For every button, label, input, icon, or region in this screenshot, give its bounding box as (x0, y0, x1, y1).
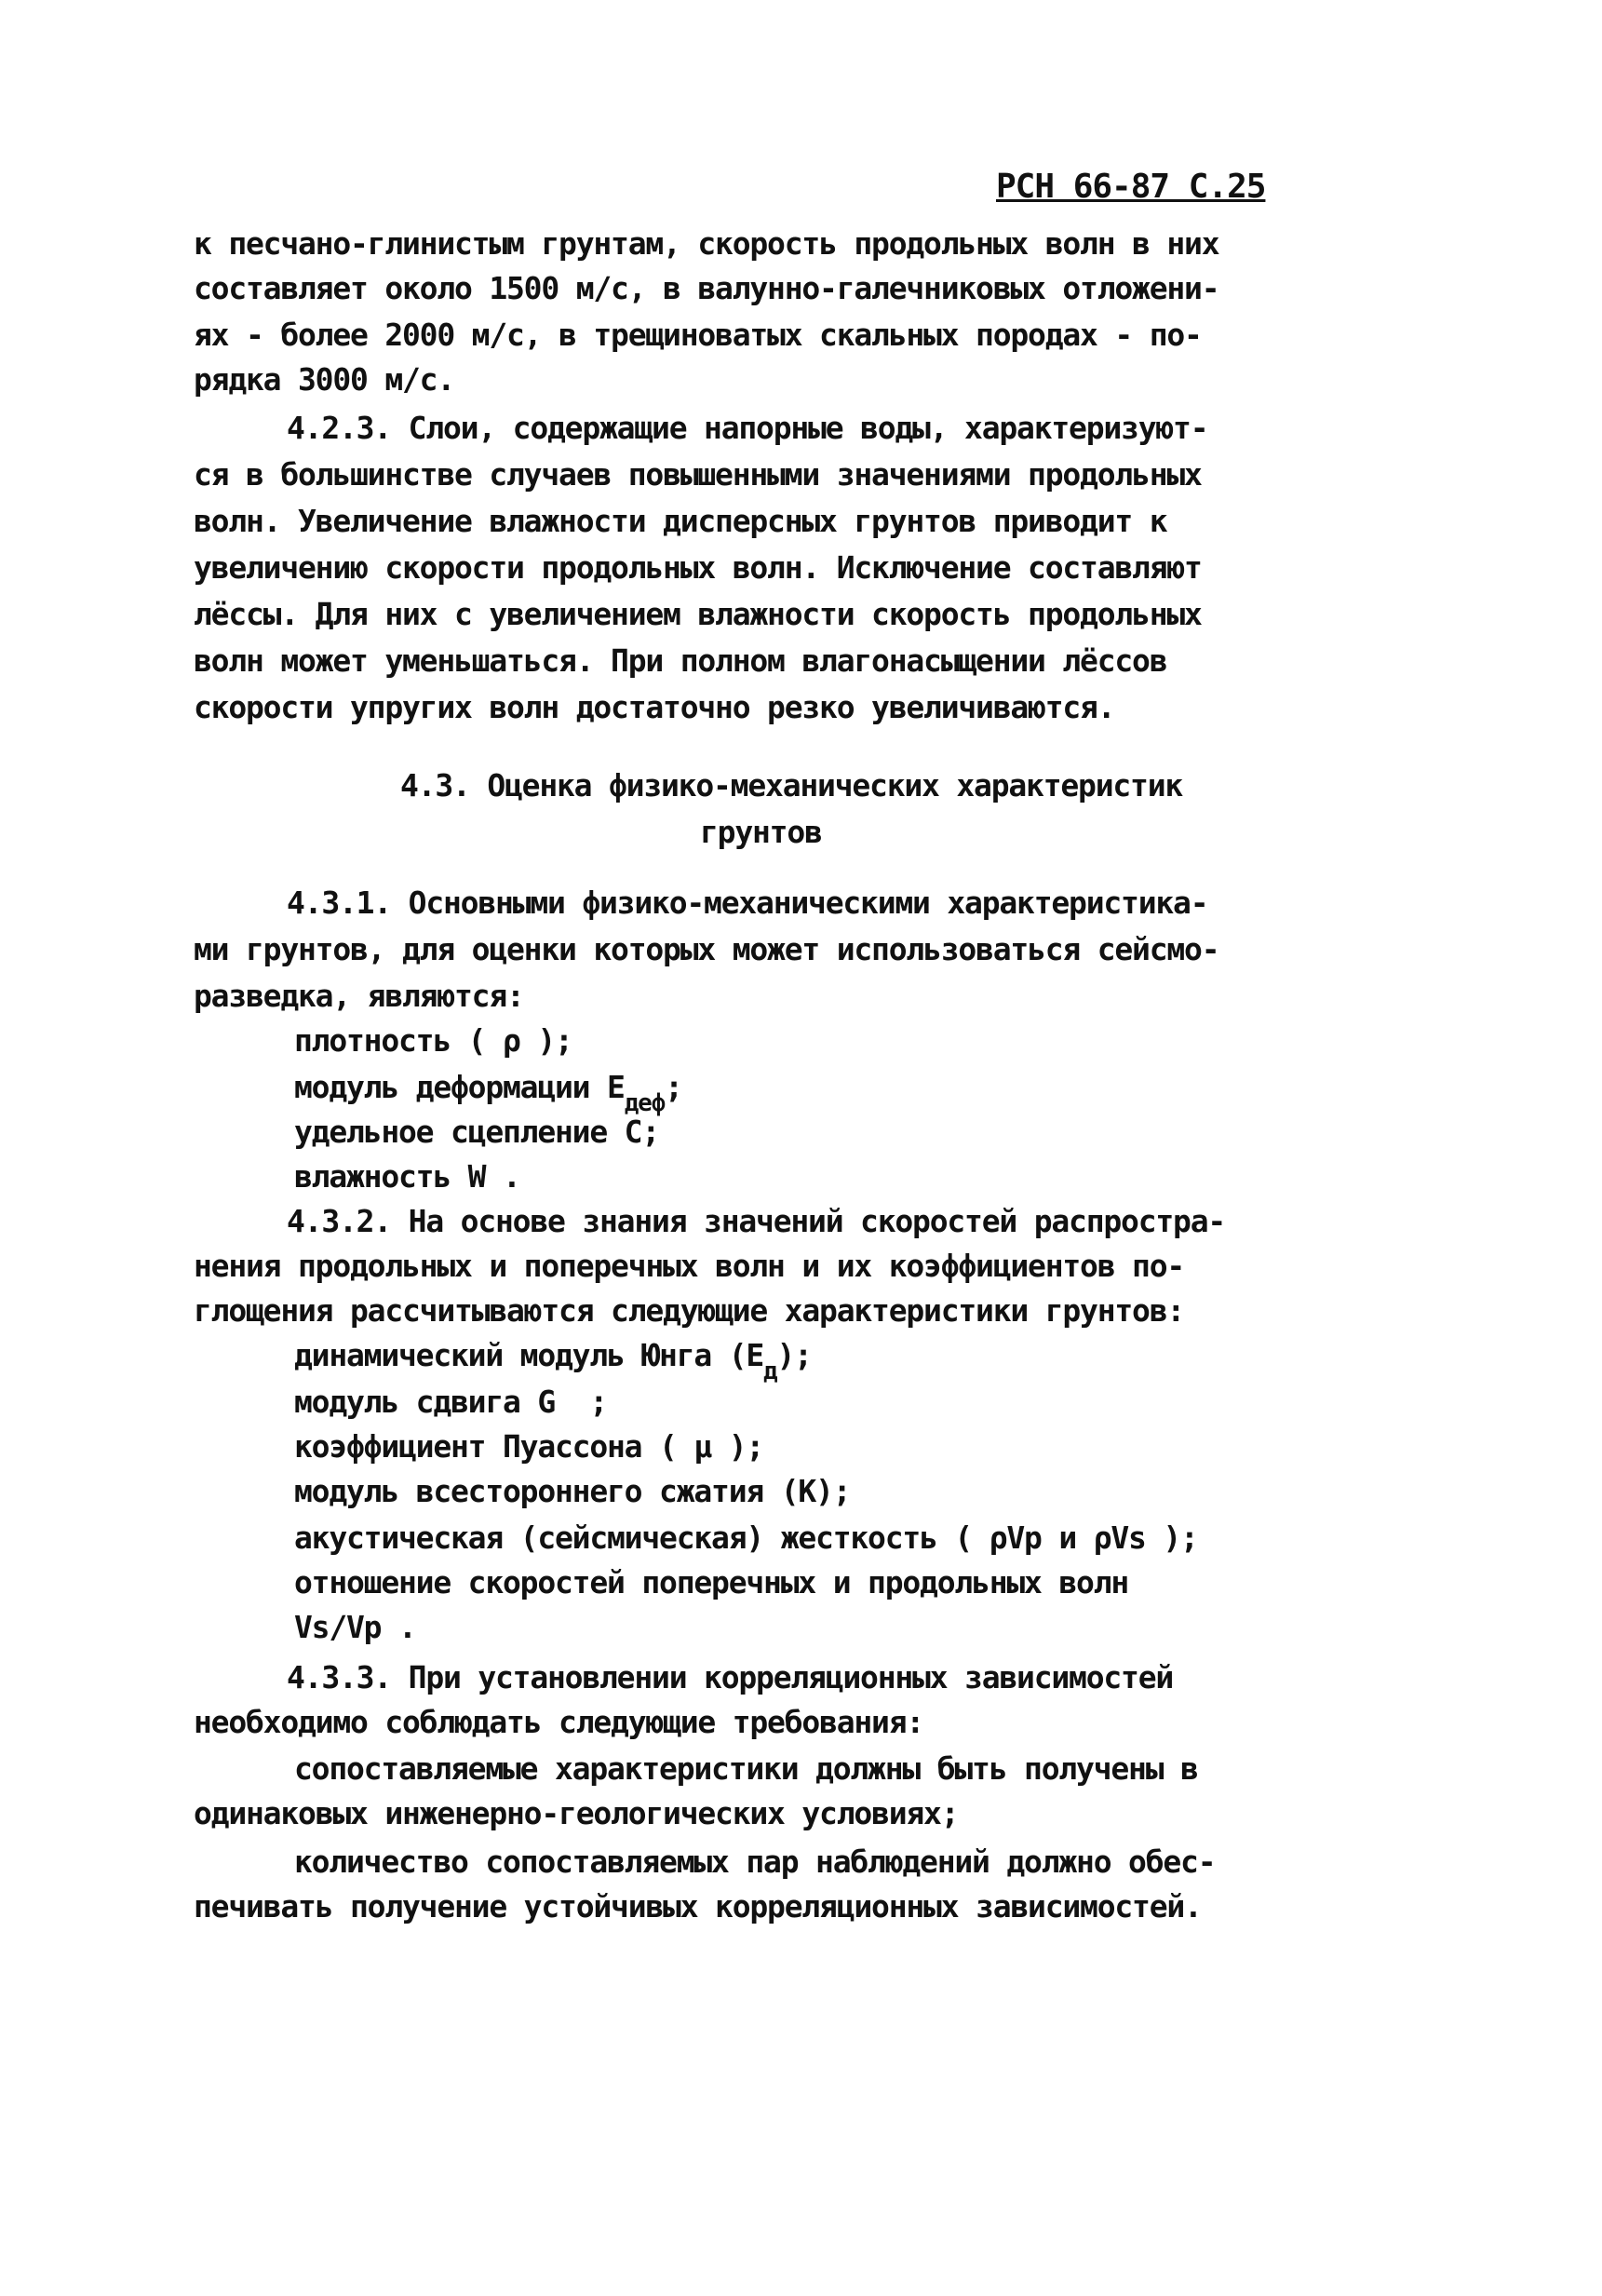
document-header: РСН 66-87 С.25 (996, 168, 1266, 206)
list-item: динамический модуль Юнга $(E_д)$; (294, 1337, 812, 1385)
section-heading-continuation: грунтов (700, 814, 822, 850)
text-line: к песчано-глинистым грунтам, скорость продольных волн в них (194, 225, 1219, 262)
formula-line: Vs/Vp . (294, 1609, 416, 1645)
paragraph-start: 4.3.2. На основе знания значений скоростей распростра- (287, 1203, 1226, 1239)
list-item: модуль деформации $E_{деф}$; (294, 1069, 682, 1117)
text-line: увеличению скорости продольных волн. Исключение составляют (194, 549, 1202, 586)
list-item: акустическая (сейсмическая) жесткость ( ρVp и ρVs ); (294, 1519, 1198, 1556)
text-line: волн. Увеличение влажности дисперсных грунтов приводит к (194, 503, 1167, 539)
list-item: отношение скоростей поперечных и продольных волн (294, 1564, 1129, 1600)
text-line: разведка, являются: (194, 978, 524, 1014)
text-line: глощения рассчитываются следующие характеристики грунтов: (194, 1292, 1185, 1329)
text-line: нения продольных и поперечных волн и их коэффициентов по- (194, 1248, 1185, 1284)
paragraph-start: 4.3.3. При установлении корреляционных зависимостей (287, 1659, 1174, 1695)
paragraph-start: 4.3.1. Основными физико-механическими характеристика- (287, 885, 1208, 921)
text-line: лёссы. Для них с увеличением влажности скорость продольных (194, 596, 1202, 632)
text-line: составляет около 1500 м/с, в валунно-галечниковых отложени- (194, 270, 1219, 306)
paragraph-start: 4.2.3. Слои, содержащие напорные воды, характеризуют- (287, 410, 1208, 446)
list-item: модуль всестороннего сжатия (K); (294, 1473, 851, 1509)
section-heading: 4.3. Оценка физико-механических характеристик (400, 767, 1183, 804)
text-line: необходимо соблюдать следующие требования: (194, 1704, 924, 1740)
list-item: коэффициент Пуассона ( μ ); (294, 1428, 764, 1465)
text-line: ях - более 2000 м/с, в трещиноватых скальных породах - по- (194, 317, 1202, 353)
list-item: модуль сдвига G ; (294, 1384, 608, 1420)
text-line: печивать получение устойчивых корреляционных зависимостей. (194, 1888, 1202, 1925)
list-item: сопоставляемые характеристики должны быть получены в (294, 1750, 1198, 1787)
list-item: влажность W . (294, 1158, 520, 1195)
text-line: скорости упругих волн достаточно резко увеличиваются. (194, 689, 1115, 725)
text-line: рядка 3000 м/с. (194, 361, 455, 398)
text-line: одинаковых инженерно-геологических условиях; (194, 1795, 959, 1831)
list-item: удельное сцепление C; (294, 1114, 660, 1150)
text-line: ся в большинстве случаев повышенными значениями продольных (194, 456, 1202, 493)
list-item: количество сопоставляемых пар наблюдений должно обес- (294, 1844, 1216, 1880)
list-item: плотность ( ρ ); (294, 1022, 572, 1059)
text-line: волн может уменьшаться. При полном влагонасыщении лёссов (194, 642, 1167, 679)
text-line: ми грунтов, для оценки которых может использоваться сейсмо- (194, 931, 1219, 967)
